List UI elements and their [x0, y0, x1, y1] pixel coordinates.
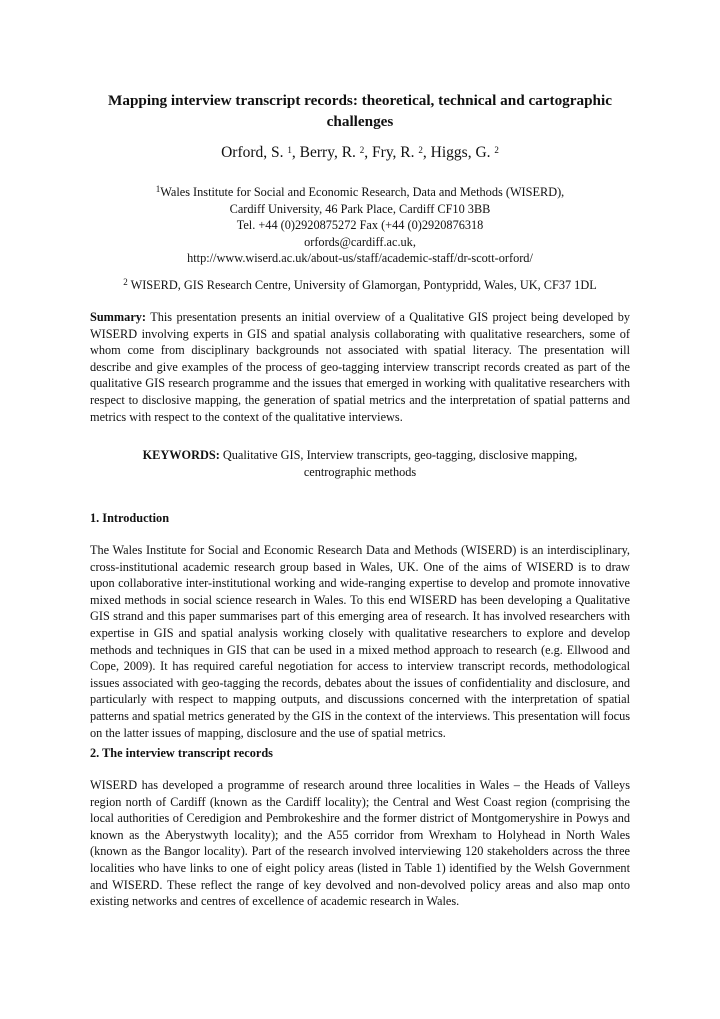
keywords-label: KEYWORDS: — [142, 448, 220, 462]
affiliation-2 — [90, 277, 630, 294]
author-name: Orford, S. — [221, 144, 284, 161]
author-list: Orford, S. $^1$, Berry, R. $^2$, Fry, R. $^2$, Higgs, G. $^2$ — [221, 144, 499, 161]
transcript-records-paragraph: WISERD has developed a programme of research around three localities in Wales – the Heads of Valleys region north of Cardiff (known as the Cardiff locality); the Central and West Coast region (comprising the local authorities of Ceredigion and Pembrokeshire and the former district of Montgomeryshire in Powys and known as the Aberystwyth locality); and the A55 corridor from Wrexham to Holyhead in North Wales (known as the Bangor locality). Part of the research involved interviewing 120 stakeholders across the three localities who have links to one of eight policy areas (listed in Table 1) identified by the Welsh Government and WISERD. These reflect the range of key devolved and non-devolved policy areas and also map onto existing networks and centres of excellence of academic research in Wales. — [90, 778, 630, 909]
affiliation-line: Wales Institute for Social and Economic Research, Data and Methods (WISERD), — [160, 185, 565, 199]
author-affiliation-marker: 1 — [287, 145, 292, 155]
affiliation-url[interactable]: http://www.wiserd.ac.uk/about-us/staff/academic-staff/dr-scott-orford/ — [187, 251, 533, 266]
affiliation-line: WISERD, GIS Research Centre, University of Glamorgan, Pontypridd, Wales, UK, CF37 1DL — [130, 278, 597, 292]
paper-title: Mapping interview transcript records: theoretical, technical and cartographic challenges — [108, 92, 612, 130]
section-heading-introduction: 1. Introduction — [90, 511, 170, 525]
author-affiliation-marker: 2 — [418, 145, 423, 155]
author-name: Fry, R. — [372, 144, 415, 161]
summary-paragraph — [90, 309, 630, 425]
section-heading-transcript-records: 2. The interview transcript records — [90, 746, 273, 760]
affiliation-line: Cardiff University, 46 Park Place, Cardiff CF10 3BB — [229, 201, 491, 216]
author-affiliation-marker: 2 — [494, 145, 499, 155]
introduction-paragraph: The Wales Institute for Social and Economic Research Data and Methods (WISERD) is an interdisciplinary, cross-institutional academic research group based in Wales, UK. One of the aims of WISERD is to draw upon collaborative inter-institutional working and wide-ranging expertise to develop and promote innovative mixed methods in social science research in Wales. To this end WISERD has been developing a Qualitative GIS strand and this paper summarises part of this emerging area of research. It has involved researchers with expertise in GIS and spatial analysis working closely with qualitative researchers to explore and develop methods and techniques in GIS that can be used in a mixed method approach to research (e.g. Ellwood and Cope, 2009). It has required careful negotiation for access to interview transcript records, methodological issues associated with geo-tagging the records, debates about the issues of confidentiality and disclosure, and particularly with respect to mapping outputs, and discussions concerned with the interpretation of spatial patterns and spatial metrics generated by the GIS in the context of the interviews. This presentation will focus on the latter issues of mapping, disclosure and the use of spatial metrics. — [90, 543, 631, 740]
author-affiliation-marker: 2 — [359, 145, 365, 155]
affiliation-marker: 1 — [155, 184, 161, 194]
author-name: Berry, R. — [299, 144, 356, 161]
summary-text: This presentation presents an initial overview of a Qualitative GIS project being developed by WISERD involving experts in GIS and spatial analysis collaborating with qualitative researchers, some of whom come from disciplinary backgrounds not associated with spatial literacy. The presentation will describe and give examples of the process of geo-tagging interview transcript records created as part of the qualitative GIS research programme and the issues that emerged in working with qualitative researchers with respect to disclosive mapping, the generation of spatial metrics and the interpretation of spatial patterns and metrics with respect to the context of the qualitative interviews. — [90, 310, 630, 424]
affiliation-marker: 2 — [123, 277, 128, 287]
affiliation-phone: Tel. +44 (0)2920875272 Fax (+44 (0)2920876318 — [236, 218, 484, 233]
author-name: Higgs, G. — [430, 144, 491, 161]
affiliation-email[interactable]: orfords@cardiff.ac.uk, — [304, 234, 416, 249]
affiliation-1 — [90, 184, 630, 267]
summary-label: Summary: — [90, 310, 147, 324]
keywords-text: Qualitative GIS, Interview transcripts, geo-tagging, disclosive mapping, centrographic methods — [222, 448, 578, 479]
keywords-block — [110, 447, 610, 480]
